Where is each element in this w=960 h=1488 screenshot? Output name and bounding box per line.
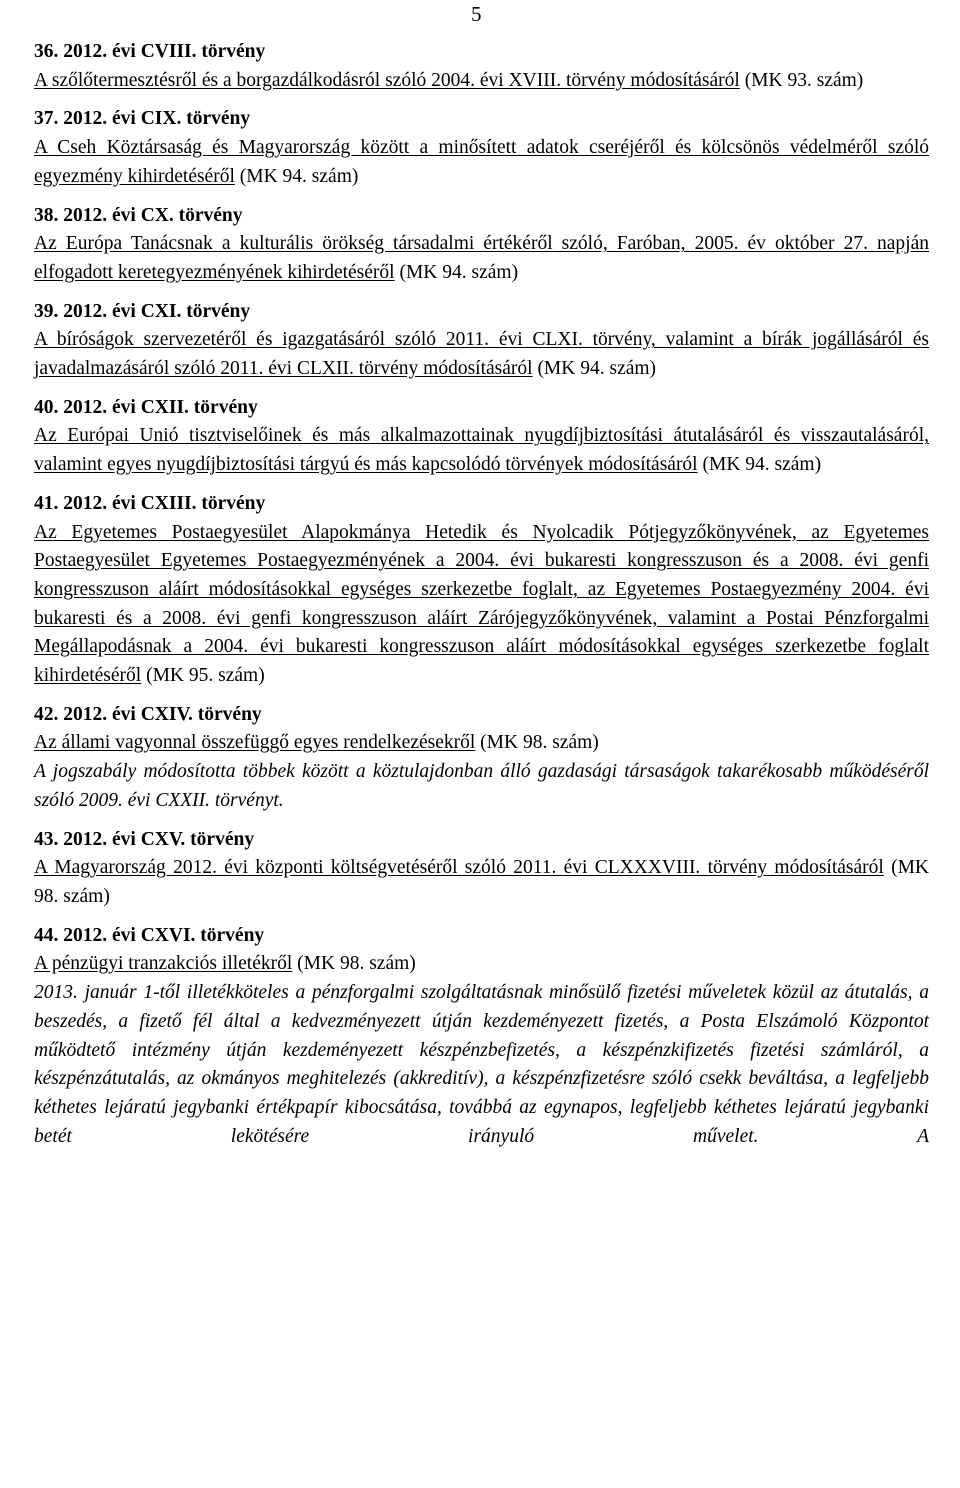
- law-title: [34, 422, 929, 479]
- law-title: [34, 326, 929, 383]
- law-entry-37: [34, 105, 929, 191]
- law-title-link[interactable]: Az Egyetemes Postaegyesület Alapokmánya Hetedik és Nyolcadik Pótjegyzőkönyvének, az Egyetemes Postaegyesület Egyetemes Postaegyezményének a 2004. évi bukaresti kongresszuson és a 2008. évi genfi kongresszuson aláírt módosításokkal egységes szerkezetbe foglalt, az Egyetemes Postaegyezmény 2004. évi bukaresti és a 2008. évi genfi kongresszuson aláírt Zárójegyzőkönyvének, valamint a Postai Pénzforgalmi Megállapodásnak a 2004. évi bukaresti kongresszuson aláírt módosításokkal egységes szerkezetbe foglalt kihirdetéséről: [34, 521, 929, 687]
- law-title-link[interactable]: Az állami vagyonnal összefüggő egyes rendelkezésekről: [34, 732, 476, 754]
- law-entry-41: [34, 490, 929, 691]
- law-title-link[interactable]: A Magyarország 2012. évi központi költségvetéséről szóló 2011. évi CLXXXVIII. törvény módosításáról: [34, 857, 884, 879]
- law-heading: 38. 2012. évi CX. törvény: [34, 204, 243, 226]
- gazette-reference: (MK 94. szám): [697, 454, 822, 476]
- law-title: [34, 230, 929, 287]
- gazette-reference: (MK 94. szám): [234, 165, 359, 187]
- law-title-link[interactable]: A bíróságok szervezetéről és igazgatásáról szóló 2011. évi CLXI. törvény, valamint a bírák jogállásáról és javadalmazásáról szóló 2011. évi CLXII. törvény módosításáról: [34, 329, 929, 380]
- law-title-link[interactable]: A pénzügyi tranzakciós illetékről: [34, 953, 293, 975]
- law-entry-38: [34, 202, 929, 288]
- law-title: [34, 134, 929, 191]
- law-title-link[interactable]: Az Európai Unió tisztviselőinek és más alkalmazottainak nyugdíjbiztosítási átutalásáról és visszautalásáról, valamint egyes nyugdíjbiztosítási tárgyú és más kapcsolódó törvények módosításáról: [34, 425, 929, 476]
- law-title: [34, 67, 929, 96]
- law-note: 2013. január 1-től illetékköteles a pénzforgalmi szolgáltatásnak minősülő fizetési műveletek közül az átutalás, a beszedés, a fizető fél által a kedvezményezett útján kezdeményezett fizetés, a Posta Elszámoló Központot működtető intézmény útján kezdeményezett készpénzbefizetés, a készpénzkifizetés fizetési számláról, a készpénzátutalás, az okmányos meghitelezés (akkreditív), a készpénzfizetésre szóló csekk beváltása, a legfeljebb kéthetes lejáratú jegybanki értékpapír kibocsátása, továbbá az egynapos, legfeljebb kéthetes lejáratú jegybanki betét lekötésére irányuló művelet. A: [34, 982, 929, 1147]
- gazette-reference: (MK 95. szám): [141, 665, 265, 687]
- gazette-reference: (MK 98. szám): [475, 732, 599, 754]
- law-heading: 41. 2012. évi CXIII. törvény: [34, 492, 266, 514]
- law-title: [34, 519, 929, 691]
- gazette-reference: (MK 94. szám): [532, 358, 657, 380]
- law-title-link[interactable]: Az Európa Tanácsnak a kulturális örökség társadalmi értékéről szóló, Faróban, 2005. év október 27. napján elfogadott keretegyezményének kihirdetéséről: [34, 233, 929, 283]
- gazette-reference: (MK 98. szám): [34, 857, 929, 907]
- gazette-reference: (MK 94. szám): [394, 261, 519, 283]
- law-heading: 43. 2012. évi CXV. törvény: [34, 828, 255, 850]
- law-entry-36: [34, 38, 929, 95]
- law-heading: 37. 2012. évi CIX. törvény: [34, 108, 251, 130]
- law-title: [34, 729, 929, 758]
- law-heading: 36. 2012. évi CVIII. törvény: [34, 41, 266, 62]
- law-title: [34, 854, 929, 911]
- law-heading: 39. 2012. évi CXI. törvény: [34, 300, 251, 322]
- law-title-link[interactable]: A szőlőtermesztésről és a borgazdálkodásról szóló 2004. évi XVIII. törvény módosításáról: [34, 69, 740, 91]
- law-entry-42: [34, 701, 929, 816]
- law-title: [34, 950, 929, 979]
- law-heading: 44. 2012. évi CXVI. törvény: [34, 924, 265, 946]
- law-entry-43: [34, 826, 929, 912]
- law-heading: 40. 2012. évi CXII. törvény: [34, 396, 258, 418]
- law-entry-39: [34, 298, 929, 384]
- gazette-reference: (MK 98. szám): [292, 953, 416, 975]
- law-heading: 42. 2012. évi CXIV. törvény: [34, 703, 262, 725]
- page-number: 5: [471, 2, 482, 26]
- gazette-reference: (MK 93. szám): [739, 69, 864, 91]
- law-entry-40: [34, 394, 929, 480]
- law-title-link[interactable]: A Cseh Köztársaság és Magyarország között a minősített adatok cseréjéről és kölcsönös védelméről szóló egyezmény kihirdetéséről: [34, 137, 929, 187]
- law-note: A jogszabály módosította többek között a köztulajdonban álló gazdasági társaságok takarékosabb működéséről szóló 2009. évi CXXII. törvényt.: [34, 761, 929, 811]
- law-entry-44: [34, 922, 929, 1147]
